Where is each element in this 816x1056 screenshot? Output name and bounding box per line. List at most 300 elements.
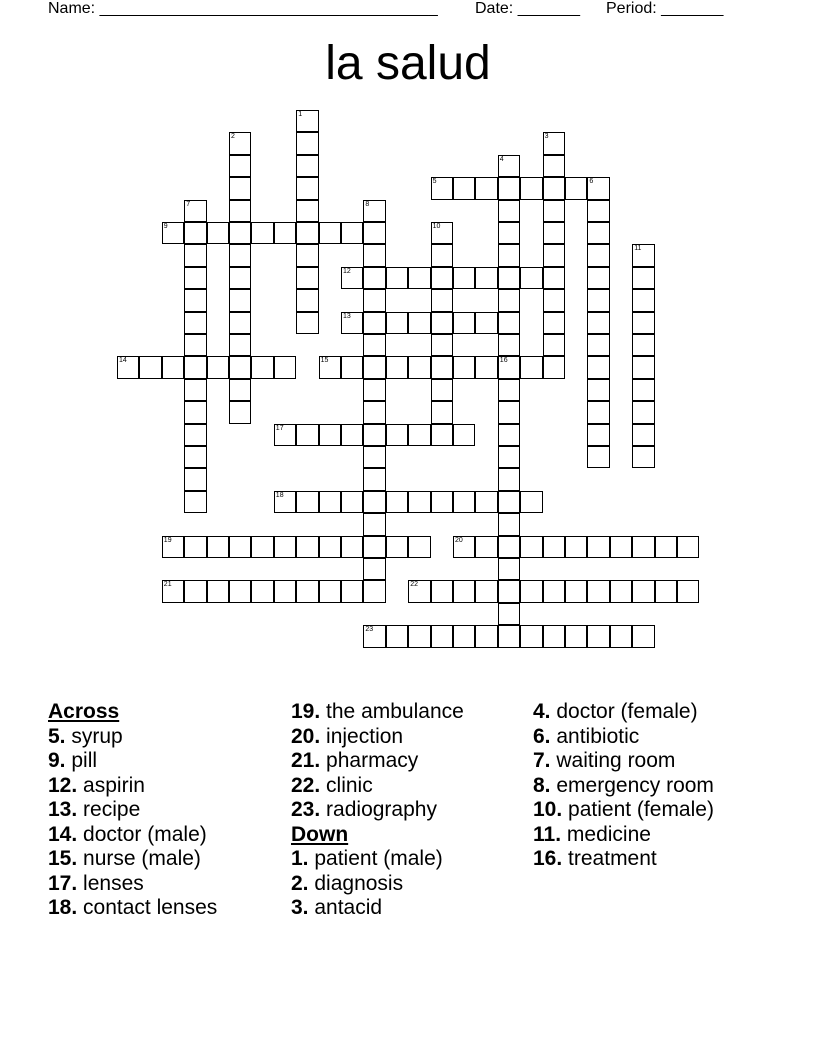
crossword-cell[interactable] <box>587 334 609 356</box>
clue-number: 2 <box>231 133 235 141</box>
crossword-cell[interactable] <box>274 580 296 602</box>
clue-item <box>291 749 531 774</box>
crossword-cell[interactable] <box>632 446 654 468</box>
crossword-cell[interactable] <box>498 155 520 177</box>
crossword-cell[interactable] <box>677 580 699 602</box>
clue-item-text: contact lenses <box>83 896 218 919</box>
crossword-cell[interactable] <box>498 491 520 513</box>
crossword-cell[interactable] <box>498 513 520 535</box>
crossword-cell[interactable] <box>587 379 609 401</box>
clue-item-text: lenses <box>83 871 144 895</box>
crossword-cell[interactable] <box>520 536 542 558</box>
crossword-cell[interactable] <box>296 222 318 244</box>
crossword-cell[interactable] <box>251 222 273 244</box>
crossword-cell[interactable] <box>632 580 654 602</box>
crossword-grid <box>117 110 699 650</box>
crossword-cell[interactable] <box>632 312 654 334</box>
crossword-cell[interactable] <box>498 558 520 580</box>
clue-item <box>291 725 531 750</box>
crossword-cell[interactable] <box>207 580 229 602</box>
crossword-cell[interactable] <box>475 536 497 558</box>
crossword-cell[interactable] <box>229 244 251 266</box>
crossword-cell[interactable] <box>386 312 408 334</box>
crossword-cell[interactable] <box>184 424 206 446</box>
crossword-cell[interactable] <box>319 356 341 378</box>
crossword-cell[interactable] <box>296 536 318 558</box>
crossword-cell[interactable] <box>453 424 475 446</box>
crossword-cell[interactable] <box>341 536 363 558</box>
crossword-cell[interactable] <box>363 580 385 602</box>
crossword-cell[interactable] <box>363 379 385 401</box>
crossword-cell[interactable] <box>162 580 184 602</box>
crossword-cell[interactable] <box>610 536 632 558</box>
crossword-cell[interactable] <box>296 110 318 132</box>
crossword-cell[interactable] <box>363 334 385 356</box>
crossword-cell[interactable] <box>274 491 296 513</box>
crossword-cell[interactable] <box>296 424 318 446</box>
crossword-cell[interactable] <box>363 625 385 647</box>
crossword-cell[interactable] <box>677 536 699 558</box>
clue-item-number: 9. <box>48 749 66 772</box>
crossword-cell[interactable] <box>475 267 497 289</box>
clue-item <box>48 896 288 921</box>
clue-item-text: treatment <box>568 847 657 870</box>
crossword-cell[interactable] <box>475 625 497 647</box>
crossword-cell[interactable] <box>296 177 318 199</box>
crossword-cell[interactable] <box>543 267 565 289</box>
clue-item-number: 15. <box>48 847 78 870</box>
crossword-cell[interactable] <box>408 356 430 378</box>
crossword-cell[interactable] <box>229 536 251 558</box>
clue-item <box>291 872 531 897</box>
crossword-cell[interactable] <box>251 536 273 558</box>
crossword-cell[interactable] <box>363 491 385 513</box>
crossword-cell[interactable] <box>274 356 296 378</box>
crossword-cell[interactable] <box>565 177 587 199</box>
clue-item <box>533 774 773 799</box>
clue-number: 7 <box>186 200 191 208</box>
crossword-cell[interactable] <box>319 536 341 558</box>
crossword-cell[interactable] <box>498 580 520 602</box>
crossword-cell[interactable] <box>431 580 453 602</box>
crossword-cell[interactable] <box>587 356 609 378</box>
clue-item-text: emergency room <box>556 773 714 797</box>
crossword-cell[interactable] <box>498 401 520 423</box>
clue-item <box>48 847 288 872</box>
clue-item-text: syrup <box>71 724 123 748</box>
crossword-cell[interactable] <box>386 356 408 378</box>
crossword-cell[interactable] <box>184 401 206 423</box>
crossword-cell[interactable] <box>543 132 565 154</box>
clue-item <box>48 823 288 848</box>
crossword-cell[interactable] <box>341 356 363 378</box>
crossword-cell[interactable] <box>408 424 430 446</box>
crossword-cell[interactable] <box>184 289 206 311</box>
crossword-cell[interactable] <box>341 312 363 334</box>
crossword-cell[interactable] <box>408 536 430 558</box>
crossword-cell[interactable] <box>475 177 497 199</box>
crossword-cell[interactable] <box>363 200 385 222</box>
crossword-cell[interactable] <box>341 267 363 289</box>
page-title: la salud <box>325 37 491 90</box>
clue-item <box>533 725 773 750</box>
clue-item <box>291 798 531 823</box>
crossword-cell[interactable] <box>386 625 408 647</box>
clue-item-text: doctor (female) <box>556 700 698 723</box>
crossword-cell[interactable] <box>363 513 385 535</box>
clue-item-number: 10. <box>533 798 563 821</box>
crossword-cell[interactable] <box>632 625 654 647</box>
crossword-cell[interactable] <box>341 580 363 602</box>
crossword-cell[interactable] <box>543 289 565 311</box>
crossword-cell[interactable] <box>565 580 587 602</box>
crossword-cell[interactable] <box>117 356 139 378</box>
clue-item-number: 3. <box>291 896 309 919</box>
crossword-cell[interactable] <box>632 536 654 558</box>
crossword-cell[interactable] <box>655 536 677 558</box>
crossword-cell[interactable] <box>184 200 206 222</box>
crossword-cell[interactable] <box>229 379 251 401</box>
crossword-cell[interactable] <box>543 334 565 356</box>
crossword-cell[interactable] <box>565 625 587 647</box>
crossword-cell[interactable] <box>296 132 318 154</box>
crossword-cell[interactable] <box>363 468 385 490</box>
crossword-cell[interactable] <box>229 289 251 311</box>
crossword-cell[interactable] <box>386 491 408 513</box>
crossword-cell[interactable] <box>139 356 161 378</box>
crossword-cell[interactable] <box>296 491 318 513</box>
crossword-cell[interactable] <box>520 356 542 378</box>
crossword-cell[interactable] <box>632 334 654 356</box>
crossword-cell[interactable] <box>431 267 453 289</box>
clue-number: 19 <box>163 536 172 544</box>
clue-item-text: the ambulance <box>326 700 464 723</box>
crossword-cell[interactable] <box>229 132 251 154</box>
crossword-cell[interactable] <box>543 312 565 334</box>
crossword-cell[interactable] <box>587 244 609 266</box>
crossword-cell[interactable] <box>453 267 475 289</box>
crossword-cell[interactable] <box>632 424 654 446</box>
clue-item-number: 20. <box>291 724 321 748</box>
crossword-cell[interactable] <box>475 356 497 378</box>
crossword-cell[interactable] <box>543 356 565 378</box>
crossword-cell[interactable] <box>363 312 385 334</box>
clue-item-text: waiting room <box>556 749 676 772</box>
crossword-cell[interactable] <box>610 625 632 647</box>
crossword-cell[interactable] <box>498 379 520 401</box>
crossword-cell[interactable] <box>520 625 542 647</box>
crossword-cell[interactable] <box>363 356 385 378</box>
clue-item <box>48 749 288 774</box>
crossword-cell[interactable] <box>363 401 385 423</box>
crossword-cell[interactable] <box>431 356 453 378</box>
crossword-cell[interactable] <box>363 289 385 311</box>
clue-item-number: 13. <box>48 798 78 821</box>
crossword-cell[interactable] <box>587 267 609 289</box>
crossword-cell[interactable] <box>632 379 654 401</box>
crossword-cell[interactable] <box>587 177 609 199</box>
crossword-cell[interactable] <box>162 222 184 244</box>
crossword-cell[interactable] <box>408 580 430 602</box>
clue-item-text: radiography <box>326 798 437 821</box>
crossword-cell[interactable] <box>162 536 184 558</box>
crossword-cell[interactable] <box>341 424 363 446</box>
clue-number: 18 <box>275 491 284 499</box>
crossword-cell[interactable] <box>184 244 206 266</box>
clue-number: 10 <box>432 223 441 230</box>
crossword-cell[interactable] <box>632 244 654 266</box>
clue-item-text: pharmacy <box>326 749 419 772</box>
crossword-cell[interactable] <box>408 491 430 513</box>
crossword-cell[interactable] <box>453 536 475 558</box>
crossword-cell[interactable] <box>453 177 475 199</box>
crossword-cell[interactable] <box>543 200 565 222</box>
clue-item <box>533 749 773 774</box>
crossword-cell[interactable] <box>498 603 520 625</box>
crossword-cell[interactable] <box>587 200 609 222</box>
clue-item-number: 12. <box>48 773 78 797</box>
clue-item-number: 14. <box>48 822 78 846</box>
crossword-cell[interactable] <box>251 580 273 602</box>
crossword-cell[interactable] <box>587 446 609 468</box>
clue-item-number: 8. <box>533 773 551 797</box>
crossword-cell[interactable] <box>162 356 184 378</box>
clue-item <box>48 725 288 750</box>
crossword-cell[interactable] <box>453 580 475 602</box>
crossword-cell[interactable] <box>296 289 318 311</box>
crossword-cell[interactable] <box>587 625 609 647</box>
clue-item <box>291 700 531 725</box>
crossword-cell[interactable] <box>431 222 453 244</box>
crossword-cell[interactable] <box>498 446 520 468</box>
crossword-cell[interactable] <box>587 312 609 334</box>
clue-item-text: patient (female) <box>568 798 714 821</box>
crossword-cell[interactable] <box>408 312 430 334</box>
clue-item-number: 2. <box>291 871 309 895</box>
crossword-cell[interactable] <box>184 267 206 289</box>
clue-column-2 <box>291 700 531 921</box>
crossword-cell[interactable] <box>565 536 587 558</box>
crossword-cell[interactable] <box>498 200 520 222</box>
crossword-cell[interactable] <box>363 424 385 446</box>
crossword-cell[interactable] <box>229 580 251 602</box>
crossword-cell[interactable] <box>431 244 453 266</box>
crossword-cell[interactable] <box>296 312 318 334</box>
crossword-cell[interactable] <box>274 424 296 446</box>
crossword-cell[interactable] <box>296 267 318 289</box>
crossword-cell[interactable] <box>363 536 385 558</box>
clue-number: 17 <box>275 424 284 432</box>
crossword-cell[interactable] <box>386 536 408 558</box>
crossword-cell[interactable] <box>453 356 475 378</box>
crossword-cell[interactable] <box>229 334 251 356</box>
crossword-cell[interactable] <box>341 491 363 513</box>
crossword-cell[interactable] <box>296 244 318 266</box>
clue-item <box>533 700 773 725</box>
crossword-cell[interactable] <box>453 625 475 647</box>
crossword-cell[interactable] <box>587 289 609 311</box>
crossword-cell[interactable] <box>296 200 318 222</box>
crossword-cell[interactable] <box>363 244 385 266</box>
crossword-cell[interactable] <box>386 424 408 446</box>
crossword-cell[interactable] <box>475 580 497 602</box>
crossword-cell[interactable] <box>632 401 654 423</box>
worksheet-header <box>48 0 768 20</box>
crossword-cell[interactable] <box>498 424 520 446</box>
crossword-cell[interactable] <box>632 356 654 378</box>
crossword-cell[interactable] <box>498 222 520 244</box>
clue-item-text: antibiotic <box>556 724 640 748</box>
crossword-cell[interactable] <box>341 222 363 244</box>
crossword-cell[interactable] <box>184 491 206 513</box>
crossword-cell[interactable] <box>431 401 453 423</box>
crossword-cell[interactable] <box>453 491 475 513</box>
crossword-cell[interactable] <box>520 177 542 199</box>
crossword-cell[interactable] <box>498 312 520 334</box>
crossword-cell[interactable] <box>274 222 296 244</box>
clue-item <box>291 847 531 872</box>
crossword-cell[interactable] <box>229 200 251 222</box>
crossword-cell[interactable] <box>229 155 251 177</box>
crossword-cell[interactable] <box>520 267 542 289</box>
clue-item-text: medicine <box>566 822 651 846</box>
crossword-cell[interactable] <box>363 267 385 289</box>
clue-item-number: 23. <box>291 798 321 821</box>
crossword-cell[interactable] <box>610 580 632 602</box>
crossword-cell[interactable] <box>431 289 453 311</box>
crossword-cell[interactable] <box>274 536 296 558</box>
crossword-cell[interactable] <box>587 222 609 244</box>
clue-item-text: patient (male) <box>314 847 443 870</box>
crossword-cell[interactable] <box>319 222 341 244</box>
crossword-cell[interactable] <box>229 401 251 423</box>
crossword-cell[interactable] <box>632 289 654 311</box>
across-heading: Across <box>48 700 120 723</box>
crossword-cell[interactable] <box>498 177 520 199</box>
crossword-cell[interactable] <box>431 177 453 199</box>
crossword-cell[interactable] <box>453 312 475 334</box>
crossword-cell[interactable] <box>207 222 229 244</box>
crossword-cell[interactable] <box>408 625 430 647</box>
crossword-cell[interactable] <box>498 536 520 558</box>
crossword-cell[interactable] <box>184 446 206 468</box>
crossword-cell[interactable] <box>543 580 565 602</box>
clue-item <box>48 774 288 799</box>
crossword-cell[interactable] <box>319 491 341 513</box>
crossword-cell[interactable] <box>363 222 385 244</box>
crossword-cell[interactable] <box>184 334 206 356</box>
crossword-cell[interactable] <box>475 491 497 513</box>
crossword-cell[interactable] <box>520 580 542 602</box>
clue-item-number: 21. <box>291 749 321 772</box>
clue-item <box>291 896 531 921</box>
clue-item-text: nurse (male) <box>83 847 201 870</box>
crossword-cell[interactable] <box>498 244 520 266</box>
crossword-cell[interactable] <box>184 356 206 378</box>
clue-number: 15 <box>320 357 329 365</box>
crossword-cell[interactable] <box>229 267 251 289</box>
date-field-label[interactable]: Date: _______ <box>475 0 580 17</box>
crossword-cell[interactable] <box>632 267 654 289</box>
period-field-label[interactable]: Period: _______ <box>606 0 724 17</box>
name-field-label[interactable]: Name: ______________________________________ <box>48 0 438 17</box>
crossword-cell[interactable] <box>296 580 318 602</box>
clue-item-number: 1. <box>291 847 309 870</box>
crossword-cell[interactable] <box>319 424 341 446</box>
clue-number: 12 <box>343 267 351 275</box>
crossword-cell[interactable] <box>543 155 565 177</box>
crossword-cell[interactable] <box>363 558 385 580</box>
crossword-cell[interactable] <box>587 401 609 423</box>
clue-number: 1 <box>298 111 303 118</box>
crossword-cell[interactable] <box>543 177 565 199</box>
crossword-cell[interactable] <box>229 222 251 244</box>
crossword-cell[interactable] <box>319 580 341 602</box>
crossword-cell[interactable] <box>543 625 565 647</box>
crossword-cell[interactable] <box>184 580 206 602</box>
crossword-cell[interactable] <box>520 491 542 513</box>
crossword-cell[interactable] <box>184 468 206 490</box>
crossword-cell[interactable] <box>475 312 497 334</box>
crossword-cell[interactable] <box>431 424 453 446</box>
crossword-cell[interactable] <box>229 356 251 378</box>
clue-item-text: injection <box>326 724 404 748</box>
crossword-cell[interactable] <box>207 536 229 558</box>
crossword-cell[interactable] <box>543 222 565 244</box>
crossword-cell[interactable] <box>229 177 251 199</box>
crossword-cell[interactable] <box>431 625 453 647</box>
crossword-cell[interactable] <box>363 446 385 468</box>
crossword-cell[interactable] <box>229 312 251 334</box>
crossword-cell[interactable] <box>408 267 430 289</box>
crossword-cell[interactable] <box>587 536 609 558</box>
crossword-cell[interactable] <box>184 536 206 558</box>
clue-item <box>533 798 773 823</box>
crossword-cell[interactable] <box>543 244 565 266</box>
crossword-cell[interactable] <box>587 580 609 602</box>
crossword-cell[interactable] <box>587 424 609 446</box>
crossword-cell[interactable] <box>296 155 318 177</box>
crossword-cell[interactable] <box>386 267 408 289</box>
crossword-cell[interactable] <box>184 222 206 244</box>
crossword-cell[interactable] <box>431 491 453 513</box>
clue-number: 16 <box>499 357 508 365</box>
clue-item-text: clinic <box>326 773 373 797</box>
clue-number: 22 <box>410 581 418 589</box>
crossword-cell[interactable] <box>498 267 520 289</box>
crossword-cell[interactable] <box>543 536 565 558</box>
crossword-cell[interactable] <box>498 625 520 647</box>
crossword-cell[interactable] <box>655 580 677 602</box>
crossword-cell[interactable] <box>498 356 520 378</box>
crossword-cell[interactable] <box>498 334 520 356</box>
clue-item-text: antacid <box>314 896 383 919</box>
clue-number: 9 <box>163 223 168 230</box>
crossword-cell[interactable] <box>184 379 206 401</box>
crossword-cell[interactable] <box>498 468 520 490</box>
crossword-cell[interactable] <box>251 356 273 378</box>
crossword-cell[interactable] <box>431 312 453 334</box>
clue-number: 11 <box>634 245 642 253</box>
clue-item-number: 6. <box>533 724 551 748</box>
crossword-cell[interactable] <box>207 356 229 378</box>
clue-number: 4 <box>499 155 504 163</box>
crossword-cell[interactable] <box>431 334 453 356</box>
crossword-cell[interactable] <box>498 289 520 311</box>
crossword-cell[interactable] <box>431 379 453 401</box>
crossword-cell[interactable] <box>184 312 206 334</box>
clue-number: 5 <box>432 178 437 186</box>
